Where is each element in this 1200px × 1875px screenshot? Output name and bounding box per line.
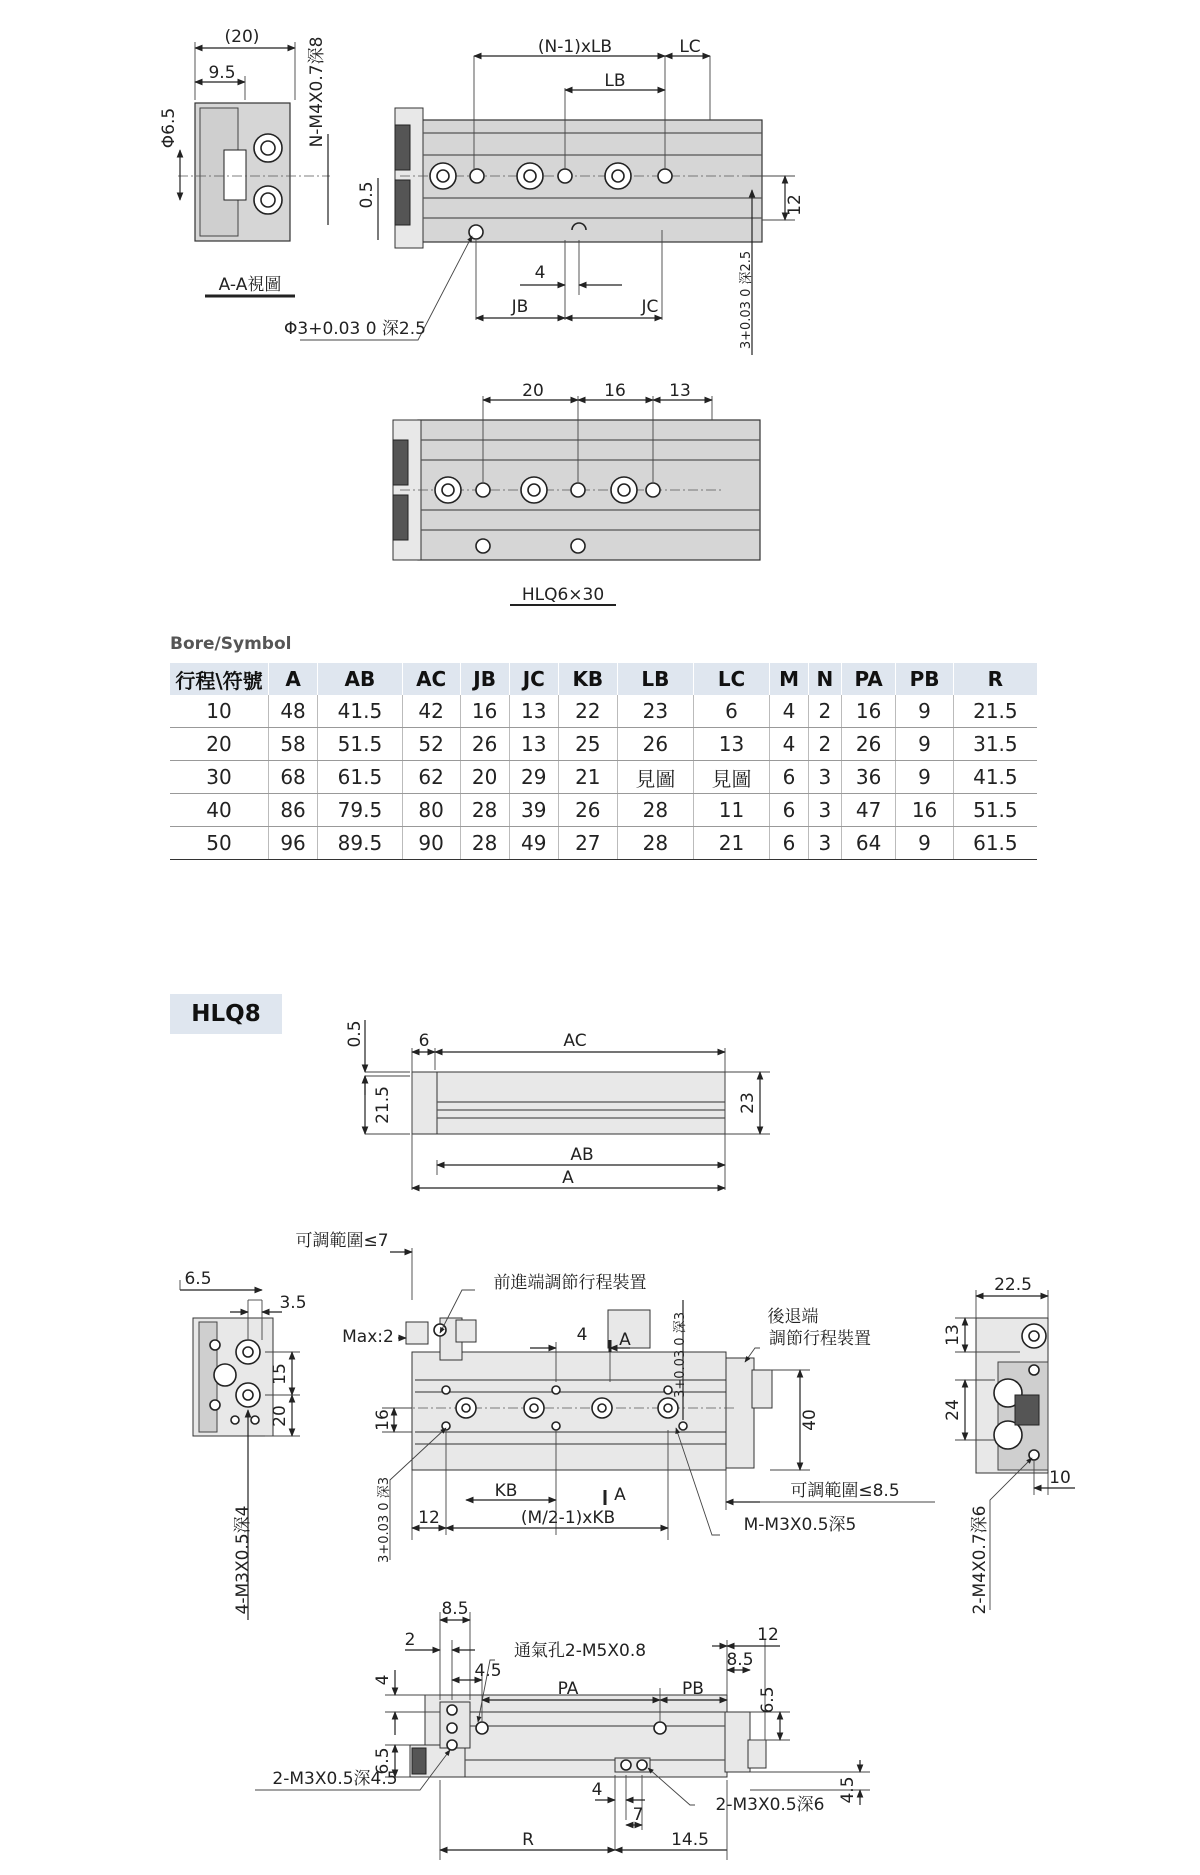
dim-10: 10 bbox=[1049, 1468, 1071, 1488]
dim-jc: JC bbox=[641, 297, 659, 317]
dim-bore-dia: Φ6.5 bbox=[159, 107, 179, 149]
hlq8-bottom-view bbox=[255, 1599, 870, 1860]
table-cell: 20 bbox=[460, 761, 509, 794]
dim-0-5: 0.5 bbox=[357, 181, 377, 209]
table-header-cell: AB bbox=[318, 663, 403, 695]
dim-ab: AB bbox=[570, 1145, 594, 1165]
table-header-cell: JB bbox=[460, 663, 509, 695]
dim-12-main: 12 bbox=[418, 1508, 440, 1528]
table-cell: 41.5 bbox=[953, 761, 1037, 794]
hlq8-top-view bbox=[345, 1020, 770, 1190]
adj-range-8-5: 可調範圍≤8.5 bbox=[790, 1481, 900, 1501]
dim-overall-20: (20) bbox=[224, 27, 260, 47]
pin-hole-top: 3+0.03 0 深3 bbox=[673, 1312, 688, 1398]
thread-right-m3: 2-M3X0.5深6 bbox=[715, 1795, 825, 1815]
table-cell: 58 bbox=[269, 728, 318, 761]
table-cell: 49 bbox=[509, 827, 558, 860]
section-mark-a-bottom: A bbox=[614, 1485, 626, 1505]
dim-pin-hole-left: Φ3+0.03 0 深2.5 bbox=[284, 319, 426, 339]
table-cell: 42 bbox=[402, 695, 460, 728]
dim-max-2: Max:2 bbox=[342, 1327, 394, 1347]
table-header-cell: M bbox=[770, 663, 809, 695]
table-cell: 6 bbox=[770, 761, 809, 794]
dim-4-5-right: 4.5 bbox=[838, 1776, 858, 1804]
table-cell: 89.5 bbox=[318, 827, 403, 860]
table-cell: 26 bbox=[558, 794, 617, 827]
table-cell: 62 bbox=[402, 761, 460, 794]
side-view bbox=[284, 37, 805, 355]
dim-8-5-bottom-right: 8.5 bbox=[726, 1650, 754, 1670]
table-cell: 51.5 bbox=[953, 794, 1037, 827]
table-cell: 3 bbox=[808, 827, 841, 860]
rear-adjuster-label-2: 調節行程裝置 bbox=[769, 1329, 871, 1349]
table-header-cell: N bbox=[808, 663, 841, 695]
dim-2-bottom: 2 bbox=[404, 1630, 416, 1650]
dim-24: 24 bbox=[943, 1399, 963, 1421]
dim-0-5-hlq8: 0.5 bbox=[345, 1020, 365, 1048]
table-header-cell: PB bbox=[896, 663, 953, 695]
table-header-cell: AC bbox=[402, 663, 460, 695]
table-cell: 9 bbox=[896, 695, 953, 728]
dim-jb: JB bbox=[511, 297, 529, 317]
dim-40: 40 bbox=[800, 1409, 820, 1431]
table-cell: 68 bbox=[269, 761, 318, 794]
dim-13-right: 13 bbox=[943, 1324, 963, 1346]
table-cell: 36 bbox=[841, 761, 895, 794]
dim-4-main: 4 bbox=[576, 1325, 588, 1345]
table-cell: 28 bbox=[617, 827, 693, 860]
dim-pb: PB bbox=[682, 1679, 704, 1699]
table-cell: 50 bbox=[170, 827, 269, 860]
hlq8-main-view bbox=[295, 1231, 935, 1563]
table-cell: 26 bbox=[460, 728, 509, 761]
stroke30-view bbox=[393, 381, 760, 605]
table-cell: 79.5 bbox=[318, 794, 403, 827]
table-cell: 13 bbox=[509, 728, 558, 761]
table-cell: 28 bbox=[617, 794, 693, 827]
table-cell: 90 bbox=[402, 827, 460, 860]
table-cell: 23 bbox=[617, 695, 693, 728]
table-cell: 52 bbox=[402, 728, 460, 761]
table-header-row bbox=[170, 663, 1037, 695]
table-cell: 41.5 bbox=[318, 695, 403, 728]
table-cell: 10 bbox=[170, 695, 269, 728]
table-cell: 39 bbox=[509, 794, 558, 827]
table-cell: 16 bbox=[896, 794, 953, 827]
table-cell: 26 bbox=[841, 728, 895, 761]
dim-a: A bbox=[562, 1168, 574, 1188]
table-cell: 22 bbox=[558, 695, 617, 728]
dim-14-5: 14.5 bbox=[671, 1830, 709, 1850]
dim-4: 4 bbox=[534, 263, 546, 283]
table-cell: 9 bbox=[896, 761, 953, 794]
vent-hole-label: 通氣孔2-M5X0.8 bbox=[513, 1641, 647, 1661]
table-cell: 21 bbox=[558, 761, 617, 794]
table-cell: 6 bbox=[693, 695, 769, 728]
table-header-cell: LC bbox=[693, 663, 769, 695]
table-cell: 6 bbox=[770, 827, 809, 860]
table-cell: 51.5 bbox=[318, 728, 403, 761]
table-header-cell: PA bbox=[841, 663, 895, 695]
table-cell: 2 bbox=[808, 728, 841, 761]
table-cell: 20 bbox=[170, 728, 269, 761]
dim-12-bottom: 12 bbox=[757, 1625, 779, 1645]
forward-adjuster-label: 前進端調節行程裝置 bbox=[493, 1273, 647, 1293]
table-cell: 9 bbox=[896, 728, 953, 761]
dim-pa: PA bbox=[557, 1679, 579, 1699]
table-cell: 3 bbox=[808, 761, 841, 794]
spec-table bbox=[170, 663, 1037, 860]
table-row bbox=[170, 761, 1037, 794]
table-cell: 見圖 bbox=[693, 761, 769, 794]
hlq8-left-view bbox=[180, 1269, 307, 1620]
table-cell: 86 bbox=[269, 794, 318, 827]
table-cell: 見圖 bbox=[617, 761, 693, 794]
table-cell: 13 bbox=[693, 728, 769, 761]
table-cell: 30 bbox=[170, 761, 269, 794]
table-header-cell: KB bbox=[558, 663, 617, 695]
dim-pin-hole-right: 3+0.03 0 深2.5 bbox=[739, 250, 754, 350]
table-header-cell: R bbox=[953, 663, 1037, 695]
dim-pitch-lb: (N-1)xLB bbox=[537, 37, 613, 57]
dim-12: 12 bbox=[785, 194, 805, 216]
table-cell: 2 bbox=[808, 695, 841, 728]
dim-6-5-left: 6.5 bbox=[184, 1269, 212, 1289]
table-cell: 28 bbox=[460, 794, 509, 827]
table-cell: 11 bbox=[693, 794, 769, 827]
table-cell: 40 bbox=[170, 794, 269, 827]
view-label-a-a: A-A視圖 bbox=[218, 275, 282, 295]
dim-lb: LB bbox=[604, 71, 626, 91]
thread-m-m3: M-M3X0.5深5 bbox=[743, 1515, 857, 1535]
table-cell: 27 bbox=[558, 827, 617, 860]
dim-ac: AC bbox=[563, 1031, 587, 1051]
dim-16: 16 bbox=[604, 381, 626, 401]
table-header-cell: LB bbox=[617, 663, 693, 695]
model-badge-hlq8: HLQ8 bbox=[170, 994, 282, 1034]
dim-r: R bbox=[522, 1830, 534, 1850]
table-row bbox=[170, 794, 1037, 827]
table-cell: 28 bbox=[460, 827, 509, 860]
hlq8-right-view bbox=[943, 1275, 1075, 1614]
dim-21-5: 21.5 bbox=[373, 1086, 393, 1124]
section-view-a-a bbox=[159, 27, 330, 296]
table-cell: 80 bbox=[402, 794, 460, 827]
dim-20-left: 20 bbox=[270, 1405, 290, 1427]
thread-2-m4: 2-M4X0.7深6 bbox=[970, 1505, 990, 1615]
dim-3-5: 3.5 bbox=[279, 1293, 307, 1313]
table-cell: 29 bbox=[509, 761, 558, 794]
table-row bbox=[170, 695, 1037, 728]
dim-6-5-bottom-left: 6.5 bbox=[373, 1747, 393, 1775]
table-cell: 13 bbox=[509, 695, 558, 728]
dim-22-5: 22.5 bbox=[994, 1275, 1032, 1295]
thread-4-m3: 4-M3X0.5深4 bbox=[233, 1505, 253, 1615]
dim-8-5-bottom: 8.5 bbox=[441, 1599, 469, 1619]
rear-adjuster-label-1: 後退端 bbox=[767, 1307, 819, 1327]
caption-hlq6x30: HLQ6×30 bbox=[521, 585, 605, 605]
dim-pitch-kb: (M/2-1)xKB bbox=[520, 1508, 616, 1528]
table-cell: 9 bbox=[896, 827, 953, 860]
section-mark-a-top: A bbox=[619, 1330, 631, 1350]
table-cell: 96 bbox=[269, 827, 318, 860]
table-cell: 6 bbox=[770, 794, 809, 827]
adj-range-7: 可調範圍≤7 bbox=[295, 1231, 389, 1251]
dim-15: 15 bbox=[270, 1363, 290, 1385]
dim-16-main: 16 bbox=[373, 1409, 393, 1431]
table-cell: 21 bbox=[693, 827, 769, 860]
table-cell: 61.5 bbox=[953, 827, 1037, 860]
table-body bbox=[170, 695, 1037, 860]
table-cell: 64 bbox=[841, 827, 895, 860]
dim-thread-n-m4: N-M4X0.7深8 bbox=[307, 36, 327, 148]
dim-9-5: 9.5 bbox=[208, 63, 236, 83]
table-cell: 4 bbox=[770, 695, 809, 728]
table-cell: 48 bbox=[269, 695, 318, 728]
dim-lc: LC bbox=[679, 37, 701, 57]
table-header-cell: 行程\符號 bbox=[170, 663, 269, 695]
dim-4-5-bottom: 4.5 bbox=[474, 1661, 502, 1681]
table-row bbox=[170, 728, 1037, 761]
table-cell: 61.5 bbox=[318, 761, 403, 794]
table-header-cell: JC bbox=[509, 663, 558, 695]
dim-4-bottom: 4 bbox=[591, 1780, 603, 1800]
table-cell: 25 bbox=[558, 728, 617, 761]
dim-23: 23 bbox=[738, 1092, 758, 1114]
table-cell: 3 bbox=[808, 794, 841, 827]
table-cell: 31.5 bbox=[953, 728, 1037, 761]
dim-6-5-bottom-right: 6.5 bbox=[758, 1686, 778, 1714]
dim-6: 6 bbox=[418, 1031, 430, 1051]
table-cell: 16 bbox=[460, 695, 509, 728]
table-cell: 21.5 bbox=[953, 695, 1037, 728]
dim-20: 20 bbox=[522, 381, 544, 401]
table-row bbox=[170, 827, 1037, 860]
dim-4-bottom-left: 4 bbox=[373, 1674, 393, 1686]
thread-left-m3: 2-M3X0.5深4.5 bbox=[272, 1769, 398, 1789]
dim-13: 13 bbox=[669, 381, 691, 401]
table-cell: 4 bbox=[770, 728, 809, 761]
table-cell: 16 bbox=[841, 695, 895, 728]
table-cell: 47 bbox=[841, 794, 895, 827]
table-header-cell: A bbox=[269, 663, 318, 695]
dim-7-bottom: 7 bbox=[632, 1805, 644, 1825]
dim-kb: KB bbox=[494, 1481, 518, 1501]
bore-symbol-label: Bore/Symbol bbox=[170, 634, 292, 654]
pin-hole-left: 3+0.03 0 深3 bbox=[377, 1477, 392, 1563]
table-cell: 26 bbox=[617, 728, 693, 761]
